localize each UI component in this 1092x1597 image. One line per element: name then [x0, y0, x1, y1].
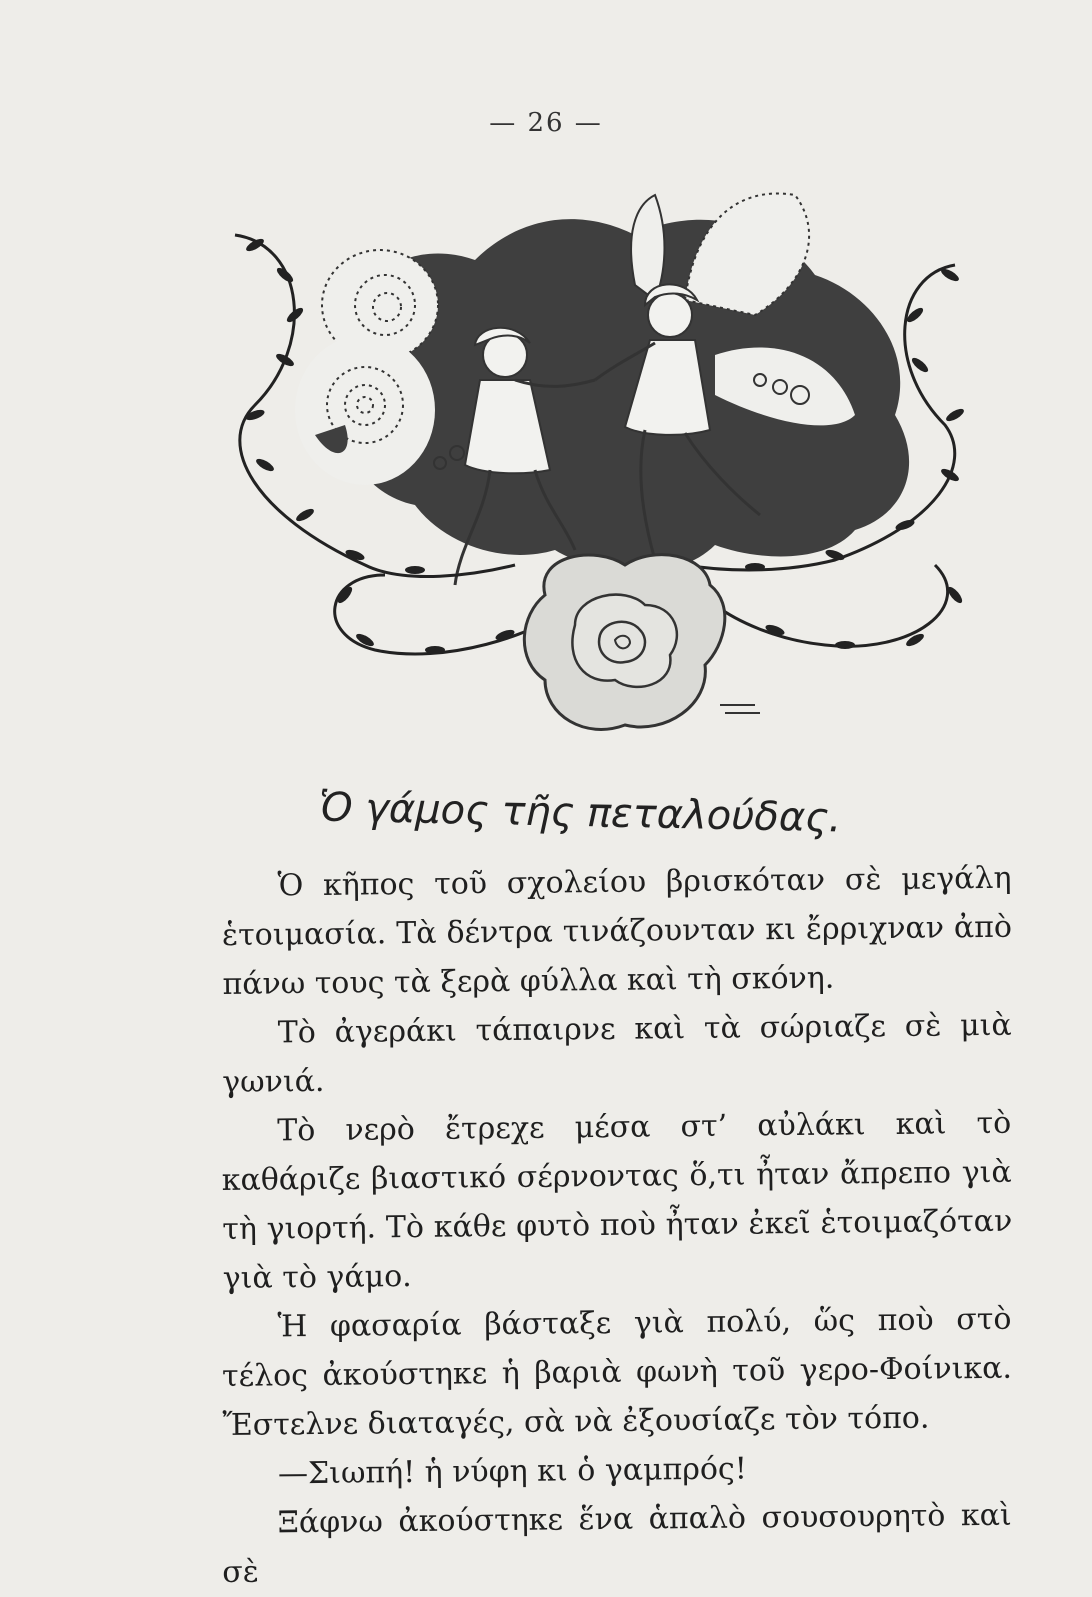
paragraph: Ὁ κῆπος τοῦ σχολείου βρισκόταν σὲ μεγάλη ἑτοιμασία. Τὰ δέντρα τινάζουνταν κι ἔρριχναν ἀπὸ πάνω τους τὰ ξερὰ φύλλα καὶ τὴ σκόνη.: [221, 860, 1013, 1002]
paragraph: —Σιωπή! ἡ νύφη κι ὁ γαμπρός!: [277, 1451, 747, 1492]
paragraph: Τὸ ἀγεράκι τάπαιρνε καὶ τὰ σώριαζε σὲ μιὰ γωνιά.: [222, 1007, 1012, 1100]
page-number: — 26 —: [489, 108, 603, 138]
right-fairy-head: [648, 293, 692, 337]
story-body: [222, 862, 1012, 1597]
rose-flower: [524, 555, 724, 730]
paragraph: Ξάφνω ἀκούστηκε ἕνα ἁπαλὸ σουσουρητὸ καὶ σὲ: [222, 1497, 1012, 1590]
paragraph: Τὸ νερὸ ἔτρεχε μέσα στ’ αὐλάκι καὶ τὸ καθάριζε βιαστικό σέρνοντας ὅ,τι ἦταν ἄπρεπο γιὰ τὴ γιορτή. Τὸ κάθε φυτὸ ποὺ ἦταν ἐκεῖ ἑτοιμαζόταν γιὰ τὸ γάμο.: [221, 1105, 1013, 1296]
fairy-illustration: [215, 165, 1005, 780]
left-fairy-lower-wing: [295, 335, 435, 485]
paragraph: Ἡ φασαρία βάσταξε γιὰ πολύ, ὥς ποὺ στὸ τέλος ἀκούστηκε ἡ βαριὰ φωνὴ τοῦ γερο-Φοίνικα. Ἔστελνε διαταγές, σὰ νὰ ἐξουσίαζε τὸν τόπο.: [221, 1301, 1013, 1443]
story-title: Ὁ γάμος τῆς πεταλούδας.: [318, 784, 842, 842]
